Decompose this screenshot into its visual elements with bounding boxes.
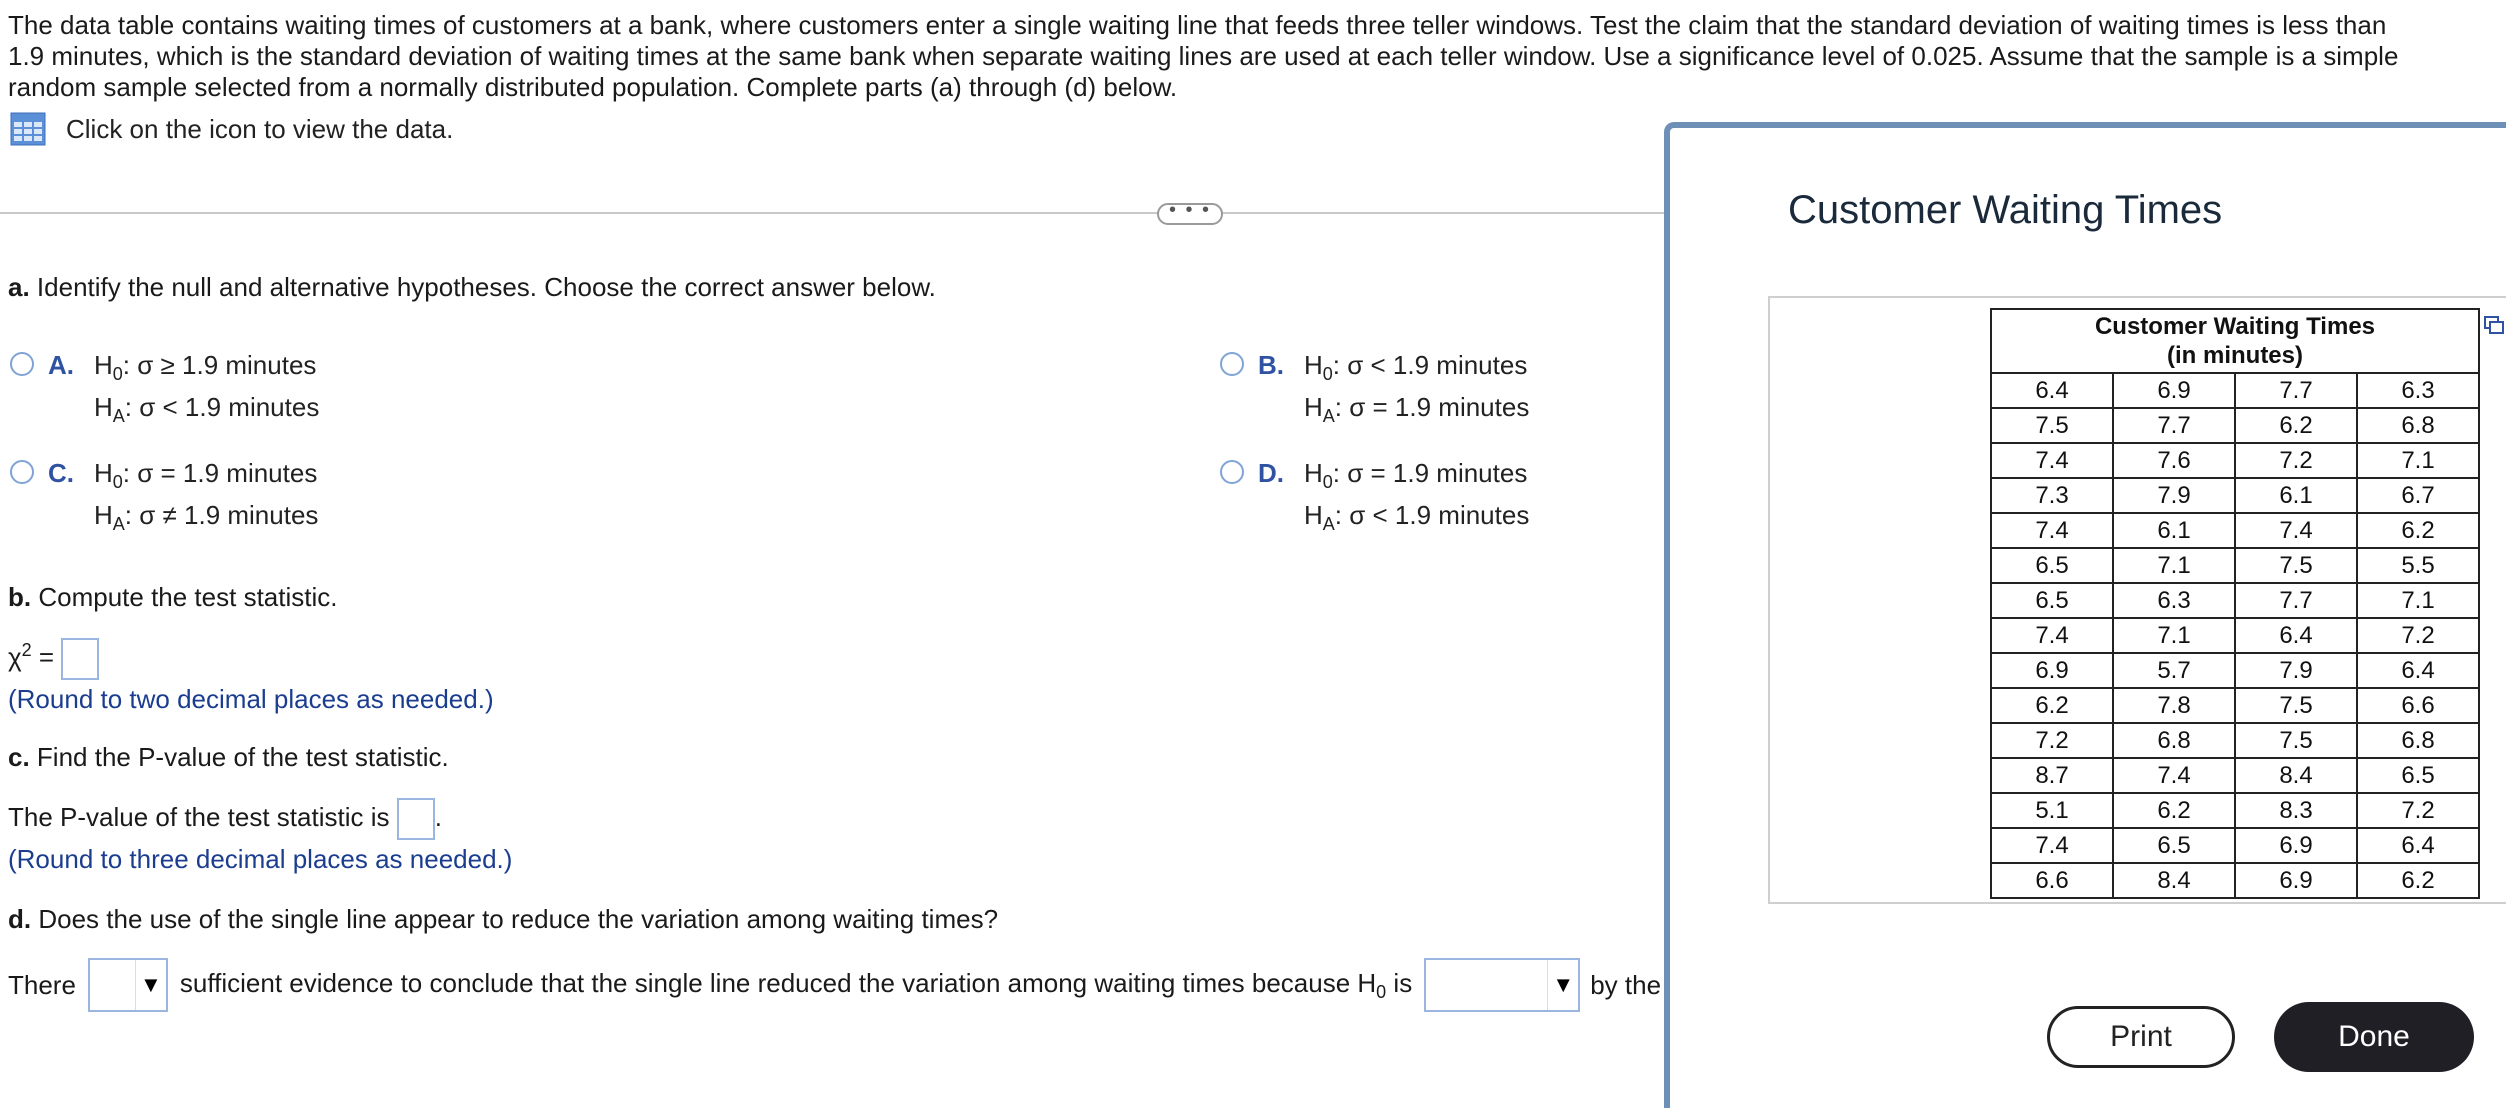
table-row <box>1991 408 2479 443</box>
table-cell: 8.4 <box>2113 863 2235 898</box>
chi-square-input[interactable] <box>61 638 99 680</box>
table-cell: 6.4 <box>2235 618 2357 653</box>
chi-square-answer-row: $\chi^2$ = <box>8 638 99 680</box>
table-cell: 7.1 <box>2357 443 2479 478</box>
table-row <box>1991 583 2479 618</box>
part-d-label: d. <box>8 904 32 934</box>
table-cell: 7.5 <box>2235 688 2357 723</box>
table-cell: 5.5 <box>2357 548 2479 583</box>
option-b-letter[interactable]: B. <box>1258 350 1284 380</box>
table-cell: 6.9 <box>2235 828 2357 863</box>
evidence-dropdown[interactable] <box>88 958 168 1012</box>
intro-line-1: The data table contains waiting times of customers at a bank, where customers enter a single waiting line that feeds three teller windows. Test the claim that the standard deviation of waiting times is less than <box>8 10 2387 40</box>
table-cell: 6.1 <box>2113 513 2235 548</box>
option-a-letter[interactable]: A. <box>48 350 74 380</box>
problem-statement <box>8 10 2428 103</box>
table-cell: 6.5 <box>2357 758 2479 793</box>
table-cell: 8.3 <box>2235 793 2357 828</box>
intro-line-3: random sample selected from a normally distributed population. Complete parts (a) through (d) below. <box>8 72 1178 102</box>
table-cell: 6.2 <box>2357 863 2479 898</box>
dropdown-arrow-icon[interactable]: ▼ <box>135 960 166 1010</box>
table-cell: 6.2 <box>2235 408 2357 443</box>
table-cell: 5.1 <box>1991 793 2113 828</box>
part-d-end: by the <box>1590 969 1662 1000</box>
table-cell: 6.9 <box>2235 863 2357 898</box>
option-b-radio[interactable] <box>1220 352 1244 376</box>
table-cell: 6.8 <box>2357 723 2479 758</box>
table-cell: 7.4 <box>1991 443 2113 478</box>
part-d-question <box>8 904 998 935</box>
table-cell: 7.2 <box>2235 443 2357 478</box>
table-cell: 6.2 <box>2113 793 2235 828</box>
table-cell: 6.2 <box>1991 688 2113 723</box>
part-b-label: b. <box>8 582 32 612</box>
part-a-prompt: Identify the null and alternative hypotheses. Choose the correct answer below. <box>36 272 936 302</box>
part-a-question <box>8 272 936 303</box>
table-cell: 7.1 <box>2113 618 2235 653</box>
option-c-h0[interactable]: $H_0$: σ = 1.9 minutes <box>94 458 318 492</box>
waiting-times-table <box>1990 308 2480 899</box>
done-button[interactable]: Done <box>2274 1002 2474 1072</box>
option-c-ha[interactable]: $H_A$: σ ≠ 1.9 minutes <box>94 500 319 534</box>
table-cell: 7.1 <box>2113 548 2235 583</box>
table-cell: 7.1 <box>2357 583 2479 618</box>
part-b-question <box>8 582 337 613</box>
print-button[interactable]: Print <box>2047 1006 2235 1068</box>
grid-icon[interactable] <box>10 112 46 146</box>
option-a-h0[interactable]: $H_0$: σ ≥ 1.9 minutes <box>94 350 317 384</box>
table-cell: 6.6 <box>1991 863 2113 898</box>
p-value-answer-row: The P-value of the test statistic is . <box>8 798 442 840</box>
table-row <box>1991 478 2479 513</box>
table-cell: 7.2 <box>1991 723 2113 758</box>
table-cell: 8.4 <box>2235 758 2357 793</box>
table-cell: 7.2 <box>2357 618 2479 653</box>
option-a-ha[interactable]: $H_A$: σ < 1.9 minutes <box>94 392 320 426</box>
table-cell: 6.5 <box>1991 548 2113 583</box>
table-cell: 6.3 <box>2113 583 2235 618</box>
part-d-answer-row <box>8 958 1661 1012</box>
table-cell: 7.9 <box>2113 478 2235 513</box>
table-cell: 7.4 <box>1991 513 2113 548</box>
option-c-radio[interactable] <box>10 460 34 484</box>
part-d-mid: sufficient evidence to conclude that the single line reduced the variation among waiting times because $H_0$ is <box>179 967 1413 1002</box>
table-cell: 7.5 <box>2235 723 2357 758</box>
part-c-prompt: Find the P-value of the test statistic. <box>36 742 449 772</box>
chi-square-symbol: χ <box>8 641 22 672</box>
table-cell: 6.4 <box>1991 373 2113 408</box>
table-row <box>1991 513 2479 548</box>
table-row <box>1991 618 2479 653</box>
table-cell: 6.6 <box>2357 688 2479 723</box>
dropdown-arrow-icon[interactable]: ▼ <box>1547 960 1578 1010</box>
option-d-h0[interactable]: $H_0$: σ = 1.9 minutes <box>1304 458 1528 492</box>
table-cell: 6.2 <box>2357 513 2479 548</box>
view-data-link[interactable] <box>10 112 453 146</box>
table-cell: 7.2 <box>2357 793 2479 828</box>
table-cell: 6.7 <box>2357 478 2479 513</box>
table-cell: 7.3 <box>1991 478 2113 513</box>
table-cell: 6.3 <box>2357 373 2479 408</box>
part-b-hint: (Round to two decimal places as needed.) <box>8 684 494 714</box>
p-value-input[interactable] <box>397 798 435 840</box>
section-divider <box>0 212 1668 214</box>
table-cell: 8.7 <box>1991 758 2113 793</box>
view-data-label[interactable]: Click on the icon to view the data. <box>66 113 454 144</box>
table-cell: 6.9 <box>1991 653 2113 688</box>
table-cell: 7.5 <box>2235 548 2357 583</box>
table-row <box>1991 793 2479 828</box>
popup-title: Customer Waiting Times <box>1788 188 2223 232</box>
table-cell: 7.7 <box>2113 408 2235 443</box>
table-cell: 7.7 <box>2235 373 2357 408</box>
table-cell: 5.7 <box>2113 653 2235 688</box>
option-a-radio[interactable] <box>10 352 34 376</box>
h0-decision-dropdown[interactable] <box>1424 958 1580 1012</box>
table-row <box>1991 863 2479 898</box>
table-cell: 7.4 <box>2113 758 2235 793</box>
table-row <box>1991 443 2479 478</box>
intro-line-2: 1.9 minutes, which is the standard deviation of waiting times at the same bank when separate waiting lines are used at each teller window. Use a significance level of 0.025. Assume that the sample is a simple <box>8 41 2399 71</box>
option-b-ha[interactable]: $H_A$: σ = 1.9 minutes <box>1304 392 1530 426</box>
table-cell: 7.4 <box>1991 618 2113 653</box>
part-b-prompt: Compute the test statistic. <box>38 582 338 612</box>
part-d-start: There <box>8 969 76 1000</box>
table-cell: 6.4 <box>2357 653 2479 688</box>
table-cell: 6.1 <box>2235 478 2357 513</box>
expand-more-button[interactable]: • • • <box>1157 203 1223 225</box>
part-d-prompt: Does the use of the single line appear to reduce the variation among waiting times? <box>38 904 999 934</box>
part-c-label: c. <box>8 742 30 772</box>
table-row <box>1991 758 2479 793</box>
part-c-question <box>8 742 449 773</box>
table-row <box>1991 373 2479 408</box>
part-a-label: a. <box>8 272 30 302</box>
table-cell: 7.4 <box>2235 513 2357 548</box>
option-b-h0[interactable]: $H_0$: σ < 1.9 minutes <box>1304 350 1528 384</box>
table-cell: 6.4 <box>2357 828 2479 863</box>
table-cell: 6.5 <box>1991 583 2113 618</box>
table-cell: 6.8 <box>2113 723 2235 758</box>
table-cell: 7.5 <box>1991 408 2113 443</box>
option-c-letter[interactable]: C. <box>48 458 74 488</box>
table-row <box>1991 653 2479 688</box>
table-cell: 7.6 <box>2113 443 2235 478</box>
table-row <box>1991 828 2479 863</box>
option-d-radio[interactable] <box>1220 460 1244 484</box>
part-c-hint: (Round to three decimal places as needed.) <box>8 844 513 874</box>
table-cell: 6.5 <box>2113 828 2235 863</box>
table-row <box>1991 723 2479 758</box>
table-row <box>1991 688 2479 723</box>
table-cell: 7.8 <box>2113 688 2235 723</box>
table-cell: 6.8 <box>2357 408 2479 443</box>
table-cell: 7.9 <box>2235 653 2357 688</box>
table-row <box>1991 548 2479 583</box>
table-cell: 6.9 <box>2113 373 2235 408</box>
copy-icon[interactable] <box>2484 316 2504 334</box>
option-d-letter[interactable]: D. <box>1258 458 1284 488</box>
table-cell: 7.7 <box>2235 583 2357 618</box>
table-cell: 7.4 <box>1991 828 2113 863</box>
table-header: Customer Waiting Times (in minutes) <box>1991 309 2479 373</box>
p-value-prefix: The P-value of the test statistic is <box>8 801 390 832</box>
option-d-ha[interactable]: $H_A$: σ < 1.9 minutes <box>1304 500 1530 534</box>
